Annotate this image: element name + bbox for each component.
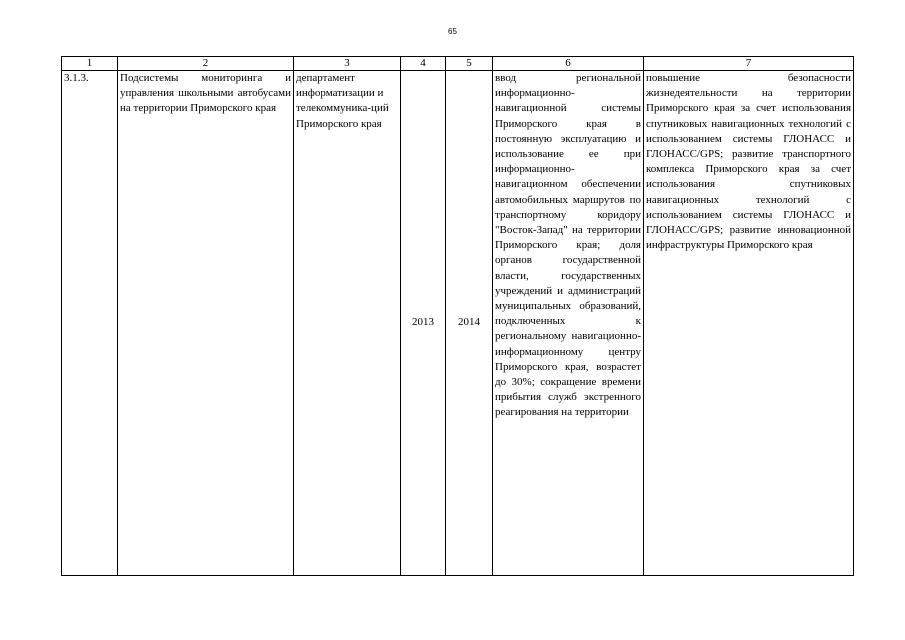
program-table (61, 56, 854, 576)
measure-name: Подсистемы мониторинга и управления школьными автобусами на территории Приморского края (118, 71, 294, 576)
year-end: 2014 (446, 71, 493, 576)
page-number: 65 (448, 27, 457, 36)
year-start: 2013 (401, 71, 446, 576)
column-header-5: 5 (446, 57, 493, 71)
column-header-6: 6 (493, 57, 644, 71)
row-number: 3.1.3. (62, 71, 118, 576)
table-header-row (62, 57, 854, 71)
expected-indicators: ввод региональной информационно-навигационной системы Приморского края в постоянную эксплуатацию и использование ее при информационно-навигационном обеспечении автомобильных маршрутов по транспортному коридору "Восток-Запад" на территории Приморского края; доля органов государственной власти, государственных учреждений и администраций муниципальных образований, подключенных к региональному навигационно-информационному центру Приморского края, возрастет до 30%; сокращение времени прибытия служб экстренного реагирования на территории (493, 71, 644, 576)
column-header-4: 4 (401, 57, 446, 71)
column-header-3: 3 (294, 57, 401, 71)
table-row (62, 71, 854, 576)
expected-results: повышение безопасности жизнедеятельности на территории Приморского края за счет использования спутниковых навигационных технологий с использованием системы ГЛОНАСС и ГЛОНАСС/GPS; развитие транспортного комплекса Приморского края за счет использования спутниковых навигационных технологий с использованием системы ГЛОНАСС и ГЛОНАСС/GPS; развитие инновационной инфраструктуры Приморского края (644, 71, 854, 576)
column-header-1: 1 (62, 57, 118, 71)
executor-cell: департамент информатизации и телекоммуника-ций Приморского края (294, 71, 401, 576)
column-header-2: 2 (118, 57, 294, 71)
column-header-7: 7 (644, 57, 854, 71)
